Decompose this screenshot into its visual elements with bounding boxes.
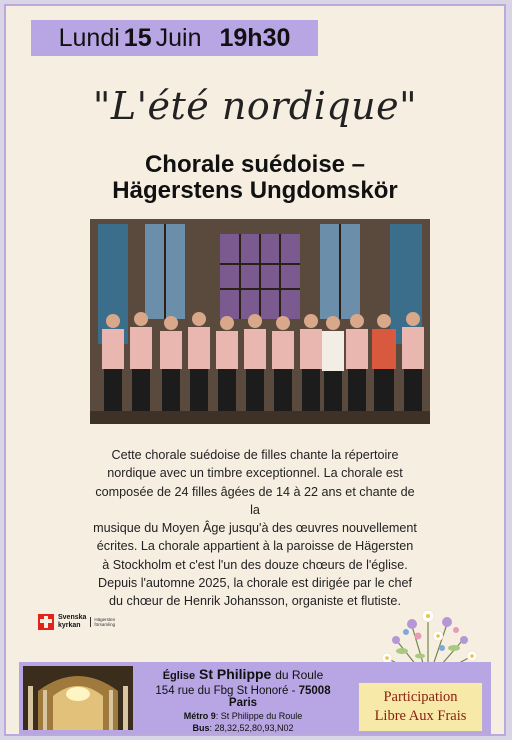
description-line: musique du Moyen Âge jusqu'à des œuvres nouvellement bbox=[93, 521, 417, 536]
metro-value: : St Philippe du Roule bbox=[215, 711, 303, 721]
description-line: composée de 24 filles âgées de 14 à 22 ans et chante de la bbox=[95, 484, 415, 517]
venue-address bbox=[143, 685, 343, 709]
participation-line-2: Libre Aux Frais bbox=[374, 708, 467, 724]
description bbox=[92, 446, 418, 611]
bus-label: Bus bbox=[192, 723, 210, 733]
description-line: du chœur de Henrik Johansson, organiste et flutiste. bbox=[109, 594, 401, 609]
metro-label: Métro 9 bbox=[183, 711, 216, 721]
date-day-number: 15 bbox=[123, 23, 152, 52]
venue-suffix: du Roule bbox=[275, 668, 324, 682]
venue-name-main: St Philippe bbox=[199, 666, 272, 682]
subtitle-line-1: Chorale suédoise – bbox=[144, 151, 366, 178]
date-time: 19h30 bbox=[219, 23, 291, 52]
address-street: 154 rue du Fbg St Honoré - bbox=[155, 685, 296, 697]
participation-line-1: Participation bbox=[383, 689, 458, 705]
choir-photo bbox=[90, 219, 430, 424]
description-line: Cette chorale suédoise de filles chante la répertoire bbox=[111, 448, 399, 462]
concert-title: "L'été nordique" bbox=[92, 84, 418, 128]
logo-line-2: kyrkan bbox=[58, 622, 81, 629]
logo-line-1: Svenska bbox=[58, 614, 87, 621]
description-line: à Stockholm et c'est l'un des douze chœurs de l'église. bbox=[102, 557, 408, 572]
logo-wordmark bbox=[58, 614, 86, 630]
poster bbox=[4, 4, 506, 736]
church-interior-image bbox=[23, 666, 133, 730]
venue-name bbox=[143, 666, 343, 682]
description-line: Depuis l'automne 2025, la chorale est dirigée par le chef bbox=[98, 576, 412, 591]
description-line: nordique avec un timbre exceptionnel. La chorale est bbox=[107, 466, 403, 481]
participation-badge bbox=[358, 682, 483, 732]
subtitle-line-2: Hägerstens Ungdomskör bbox=[112, 177, 398, 204]
venue-metro bbox=[143, 711, 343, 721]
cross-logo-icon bbox=[38, 614, 54, 630]
logo-parish bbox=[90, 617, 115, 627]
bus-value: : 28,32,52,80,93,N02 bbox=[209, 723, 294, 733]
date-day: Lundi bbox=[58, 23, 120, 52]
concert-subtitle bbox=[6, 152, 504, 204]
description-line: écrites. La chorale appartient à la paroisse de Hägersten bbox=[96, 539, 414, 554]
venue-bus bbox=[143, 723, 343, 733]
address-postcode: 75008 Paris bbox=[228, 685, 331, 709]
logo-parish-line-1: Hägersten bbox=[94, 617, 116, 622]
venue-info bbox=[143, 666, 343, 733]
date-badge bbox=[31, 20, 318, 56]
venue-prefix: Église bbox=[162, 670, 196, 682]
logo-parish-line-2: församling bbox=[94, 622, 116, 627]
date-month: Juin bbox=[155, 23, 202, 52]
church-logo bbox=[38, 614, 115, 630]
